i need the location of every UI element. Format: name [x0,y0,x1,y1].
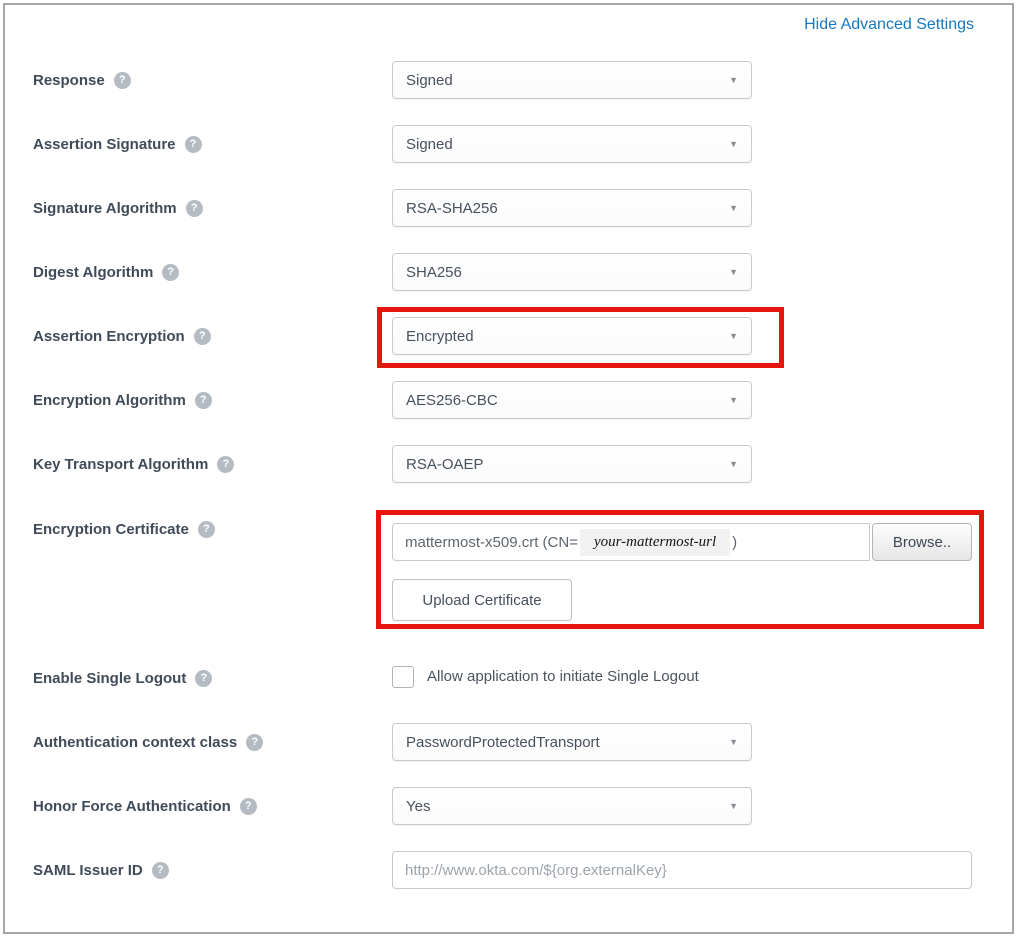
encryption-certificate-label-wrap [33,510,215,548]
key-transport-algorithm-label: Key Transport Algorithm [33,455,209,473]
upload-certificate-button[interactable] [392,579,572,621]
encryption-certificate-label: Encryption Certificate [33,520,189,538]
help-icon[interactable]: ? [240,798,257,815]
digest-algorithm-label-wrap [33,253,179,291]
select-value: Yes [406,797,431,815]
redacted-url-overlay: your-mattermost-url [580,529,730,556]
chevron-down-icon: ▼ [729,737,738,747]
assertion-encryption-label: Assertion Encryption [33,327,185,345]
enable-single-logout-label: Enable Single Logout [33,669,187,687]
chevron-down-icon: ▼ [729,267,738,277]
select-value: Signed [406,135,453,153]
browse-button-label: Browse.. [892,533,952,551]
chevron-down-icon: ▼ [729,331,738,341]
signature-algorithm-select[interactable] [392,189,752,227]
chevron-down-icon: ▼ [729,395,738,405]
help-icon[interactable]: ? [114,72,131,89]
signature-algorithm-label-wrap [33,189,203,227]
help-icon[interactable]: ? [162,264,179,281]
saml-issuer-id-input[interactable] [392,851,972,889]
browse-button[interactable] [872,523,972,561]
single-logout-checkbox[interactable] [392,666,414,688]
help-icon[interactable]: ? [217,456,234,473]
help-icon[interactable]: ? [195,392,212,409]
help-icon[interactable]: ? [195,670,212,687]
select-value: SHA256 [406,263,462,281]
saml-issuer-id-label-wrap [33,851,169,889]
digest-algorithm-select[interactable] [392,253,752,291]
assertion-encryption-select[interactable] [392,317,752,355]
chevron-down-icon: ▼ [729,459,738,469]
encryption-certificate-file-field[interactable] [392,523,870,561]
help-icon[interactable]: ? [185,136,202,153]
encryption-algorithm-label-wrap [33,381,212,419]
response-select[interactable] [392,61,752,99]
help-icon[interactable]: ? [194,328,211,345]
honor-force-authentication-label-wrap [33,787,257,825]
help-icon[interactable]: ? [246,734,263,751]
select-value: AES256-CBC [406,391,498,409]
assertion-encryption-label-wrap [33,317,211,355]
upload-certificate-button-label: Upload Certificate [422,591,542,609]
honor-force-authentication-select[interactable] [392,787,752,825]
help-icon[interactable]: ? [152,862,169,879]
hide-advanced-settings-link[interactable]: Hide Advanced Settings [804,16,974,33]
encryption-algorithm-select[interactable] [392,381,752,419]
digest-algorithm-label: Digest Algorithm [33,263,154,281]
authentication-context-class-label: Authentication context class [33,733,238,751]
assertion-signature-select[interactable] [392,125,752,163]
chevron-down-icon: ▼ [729,75,738,85]
single-logout-checkbox-label: Allow application to initiate Single Logout [427,668,699,685]
select-value: Signed [406,71,453,89]
response-label-wrap [33,61,131,99]
authentication-context-class-label-wrap [33,723,263,761]
chevron-down-icon: ▼ [729,203,738,213]
chevron-down-icon: ▼ [729,801,738,811]
select-value: RSA-SHA256 [406,199,498,217]
key-transport-algorithm-select[interactable] [392,445,752,483]
response-label: Response [33,71,105,89]
honor-force-authentication-label: Honor Force Authentication [33,797,231,815]
saml-issuer-id-label: SAML Issuer ID [33,861,143,879]
help-icon[interactable]: ? [186,200,203,217]
select-value: PasswordProtectedTransport [406,733,600,751]
encryption-algorithm-label: Encryption Algorithm [33,391,186,409]
chevron-down-icon: ▼ [729,139,738,149]
signature-algorithm-label: Signature Algorithm [33,199,177,217]
assertion-signature-label-wrap [33,125,202,163]
key-transport-algorithm-label-wrap [33,445,234,483]
enable-single-logout-label-wrap [33,659,212,697]
assertion-signature-label: Assertion Signature [33,135,176,153]
select-value: Encrypted [406,327,474,345]
authentication-context-class-select[interactable] [392,723,752,761]
help-icon[interactable]: ? [198,521,215,538]
file-name-suffix: ) [732,533,738,551]
select-value: RSA-OAEP [406,455,484,473]
file-name-prefix: mattermost-x509.crt (CN= [405,533,578,551]
